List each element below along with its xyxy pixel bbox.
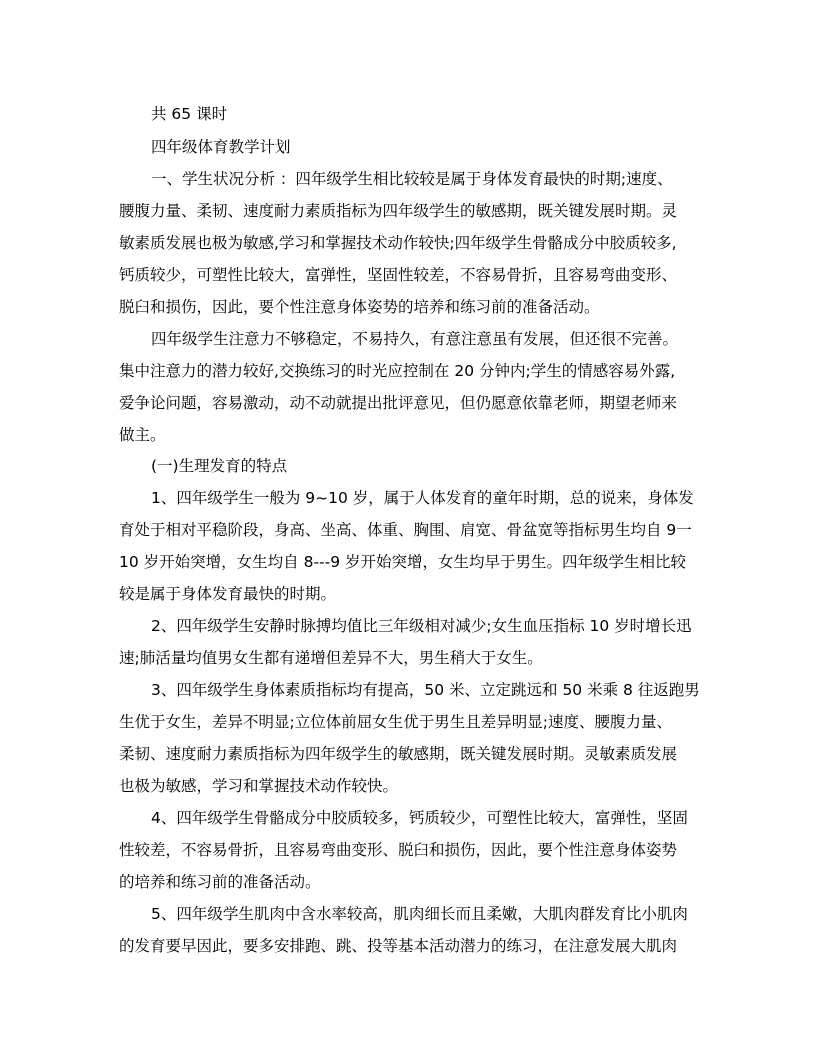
text-line: 脱臼和损伤，因此，要个性注意身体姿势的培养和练习前的准备活动。 xyxy=(119,298,600,316)
text-line: 柔韧、速度耐力素质指标为四年级学生的敏感期，既关键发展时期。灵敏素质发展 xyxy=(119,745,678,763)
text-line: 育处于相对平稳阶段，身高、坐高、体重、胸围、肩宽、骨盆宽等指标男生均自 9一 xyxy=(119,521,692,539)
text-line: 性较差，不容易骨折，且容易弯曲变形、脱臼和损伤，因此，要个性注意身体姿势 xyxy=(119,841,678,859)
section-heading: (一)生理发育的特点 xyxy=(151,457,288,475)
text-line: 5、四年级学生肌肉中含水率较高，肌肉细长而且柔嫩，大肌肉群发育比小肌肉 xyxy=(151,905,688,923)
text-line: 腰腹力量、柔韧、速度耐力素质指标为四年级学生的敏感期，既关键发展时期。灵 xyxy=(119,202,678,220)
text-line: 4、四年级学生骨骼成分中胶质较多，钙质较少，可塑性比较大，富弹性，坚固 xyxy=(151,809,688,827)
text-line: 做主。 xyxy=(119,426,166,444)
text-line: 生优于女生，差异不明显;立位体前屈女生优于男生且差异明显;速度、腰腹力量、 xyxy=(119,713,672,731)
text-line: 的培养和练习前的准备活动。 xyxy=(119,873,321,891)
text-line: 也极为敏感，学习和掌握技术动作较快。 xyxy=(119,777,399,795)
text-line: 集中注意力的潜力较好,交换练习的时光应控制在 20 分钟内;学生的情感容易外露, xyxy=(119,362,676,380)
text-line: 的发育要早因此，要多安排跑、跳、投等基本活动潜力的练习，在注意发展大肌肉 xyxy=(119,937,678,955)
text-line: 2、四年级学生安静时脉搏均值比三年级相对减少;女生血压指标 10 岁时增长迅 xyxy=(151,617,692,635)
text-line: 一、学生状况分析 ：四年级学生相比较较是属于身体发育最快的时期;速度、 xyxy=(151,170,673,188)
text-line: 较是属于身体发育最快的时期。 xyxy=(119,585,337,603)
text-line: 3、四年级学生身体素质指标均有提高，50 米、立定跳远和 50 米乘 8 往返跑男 xyxy=(151,681,700,699)
text-line: 1、四年级学生一般为 9~10 岁，属于人体发育的童年时期，总的说来，身体发 xyxy=(151,489,694,507)
text-line: 敏素质发展也极为敏感,学习和掌握技术动作较快;四年级学生骨骼成分中胶质较多, xyxy=(119,234,677,252)
document-title: 四年级体育教学计划 xyxy=(151,138,291,156)
total-lessons: 共 65 课时 xyxy=(151,105,228,123)
text-line: 10 岁开始突增，女生均自 8---9 岁开始突增，女生均早于男生。四年级学生相比较 xyxy=(119,553,687,571)
text-line: 四年级学生注意力不够稳定，不易持久，有意注意虽有发展，但还很不完善。 xyxy=(151,330,679,348)
text-line: 爱争论问题，容易激动，动不动就提出批评意见，但仍愿意依靠老师，期望老师来 xyxy=(119,394,678,412)
text-line: 速;肺活量均值男女生都有递增但差异不大，男生稍大于女生。 xyxy=(119,649,543,667)
text-line: 钙质较少，可塑性比较大，富弹性，坚固性较差，不容易骨折，且容易弯曲变形、 xyxy=(119,266,678,284)
